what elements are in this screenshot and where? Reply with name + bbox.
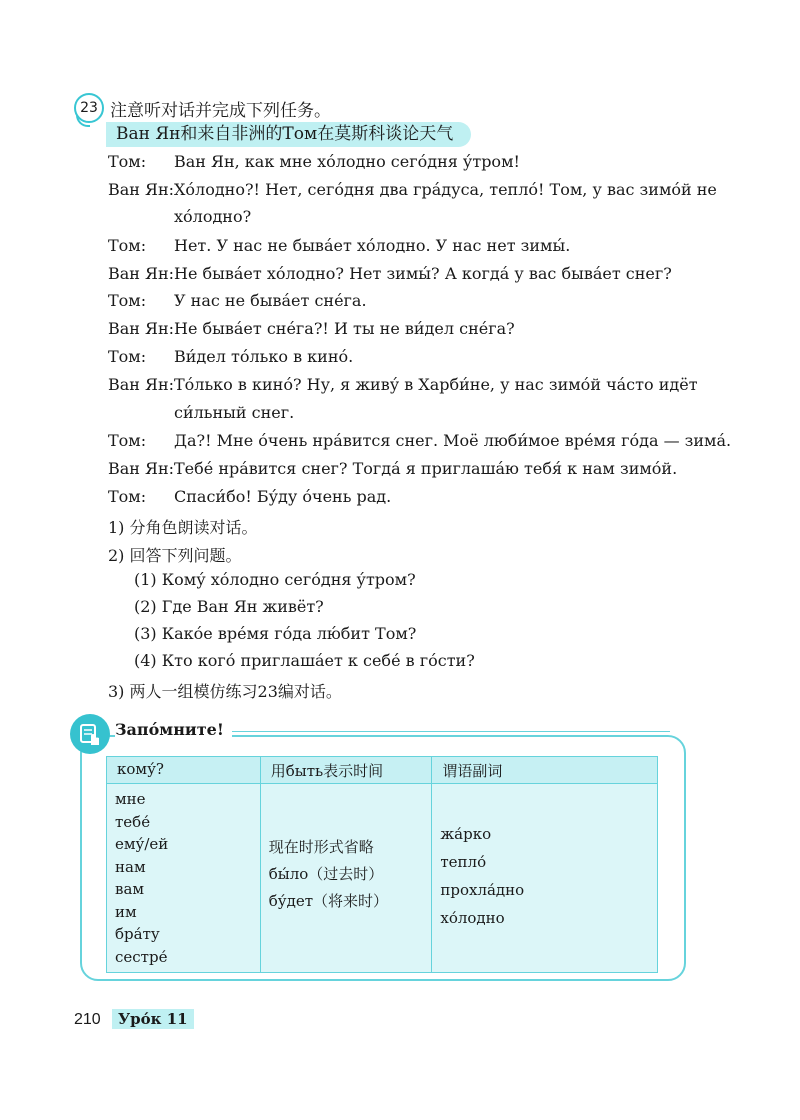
memo-adverb: прохла́дно <box>440 881 525 899</box>
memo-col-adverbs <box>432 784 658 973</box>
memo-title: Запо́мните! <box>115 720 232 739</box>
utterance-continuation: хо́лодно? <box>174 207 252 226</box>
utterance: У нас не быва́ет сне́га. <box>174 291 367 310</box>
utterance: Да?! Мне о́чень нра́вится снег. Моё люби́мое вре́мя го́да — зима́. <box>174 431 732 450</box>
memo-adverb: хо́лодно <box>440 909 505 927</box>
utterance: Нет. У нас не быва́ет хо́лодно. У нас нет зимы́. <box>174 236 571 255</box>
memo-col-tense <box>260 784 432 973</box>
speaker: Том: <box>108 431 147 450</box>
memo-pronoun: вам <box>115 880 145 898</box>
task-item-2: 2) 回答下列问题。 <box>108 546 242 565</box>
memo-tense: бы́ло（过去时） <box>268 865 384 883</box>
page-number: 210 <box>74 1011 101 1028</box>
utterance: Не быва́ет сне́га?! И ты не ви́дел сне́га? <box>174 319 515 338</box>
memo-tense: бу́дет（将来时） <box>268 892 389 910</box>
utterance: Хо́лодно?! Нет, сего́дня два гра́дуса, тепло́! Том, у вас зимо́й не <box>174 180 717 199</box>
memo-col-pronouns <box>107 784 261 973</box>
question-2: (2) Где Ван Ян живёт? <box>134 597 324 616</box>
memo-adverb: тепло́ <box>440 853 487 871</box>
memo-tense: 现在时形式省略 <box>268 838 374 856</box>
speaker: Ван Ян: <box>108 180 175 199</box>
question-4: (4) Кто кого́ приглаша́ет к себе́ в го́сти? <box>134 651 475 670</box>
speaker: Том: <box>108 236 147 255</box>
speaker: Том: <box>108 152 147 171</box>
question-1: (1) Кому́ хо́лодно сего́дня у́тром? <box>134 570 416 589</box>
speaker: Ван Ян: <box>108 375 175 394</box>
dialog-subtitle: Ван Ян和来自非洲的Том在莫斯科谈论天气 <box>106 122 471 147</box>
memo-pronoun: нам <box>115 857 146 876</box>
utterance: Тебе́ нра́вится снег? Тогда́ я приглаша́ю тебя́ к нам зимо́й. <box>174 459 678 478</box>
memo-pronoun: бра́ту <box>115 925 160 943</box>
task-item-1: 1) 分角色朗读对话。 <box>108 518 258 537</box>
speaker: Ван Ян: <box>108 319 175 338</box>
utterance: Спаси́бо! Бу́ду о́чень рад. <box>174 487 392 506</box>
memo-pronoun: ему́/ей <box>115 835 169 853</box>
exercise-header <box>74 93 634 125</box>
memo-header-1: кому́? <box>107 757 261 784</box>
memo-table-row <box>107 784 658 973</box>
speaker: Том: <box>108 487 147 506</box>
utterance: То́лько в кино́? Ну, я живу́ в Харби́не, у нас зимо́й ча́сто идёт <box>174 375 698 394</box>
memo-header-3: 谓语副词 <box>432 757 658 784</box>
memo-table <box>106 756 658 973</box>
task-item-3: 3) 两人一组模仿练习23编对话。 <box>108 682 342 701</box>
memo-pronoun: тебе́ <box>115 812 151 831</box>
speaker: Ван Ян: <box>108 264 175 283</box>
utterance: Не быва́ет хо́лодно? Нет зимы́? А когда́ у вас быва́ет снег? <box>174 264 672 283</box>
memo-pronoun: мне <box>115 790 146 808</box>
memo-pronoun: им <box>115 902 137 921</box>
hand-note-icon <box>70 714 110 754</box>
utterance: Ван Ян, как мне хо́лодно сего́дня у́тром! <box>174 152 520 171</box>
speaker: Том: <box>108 291 147 310</box>
exercise-number: 23 <box>74 93 104 123</box>
question-3: (3) Како́е вре́мя го́да лю́бит Том? <box>134 624 417 643</box>
utterance: Ви́дел то́лько в кино́. <box>174 347 354 366</box>
speaker: Том: <box>108 347 147 366</box>
memo-adverb: жа́рко <box>440 825 492 843</box>
utterance-continuation: си́льный снег. <box>174 403 295 422</box>
lesson-label: Уро́к 11 <box>112 1009 194 1029</box>
speaker: Ван Ян: <box>108 459 175 478</box>
memo-pronoun: сестре́ <box>115 947 168 966</box>
memo-table-header-row <box>107 757 658 784</box>
exercise-task: 注意听对话并完成下列任务。 <box>110 101 331 121</box>
memo-header-2: 用быть表示时间 <box>260 757 432 784</box>
memo-title-rule <box>228 731 670 732</box>
